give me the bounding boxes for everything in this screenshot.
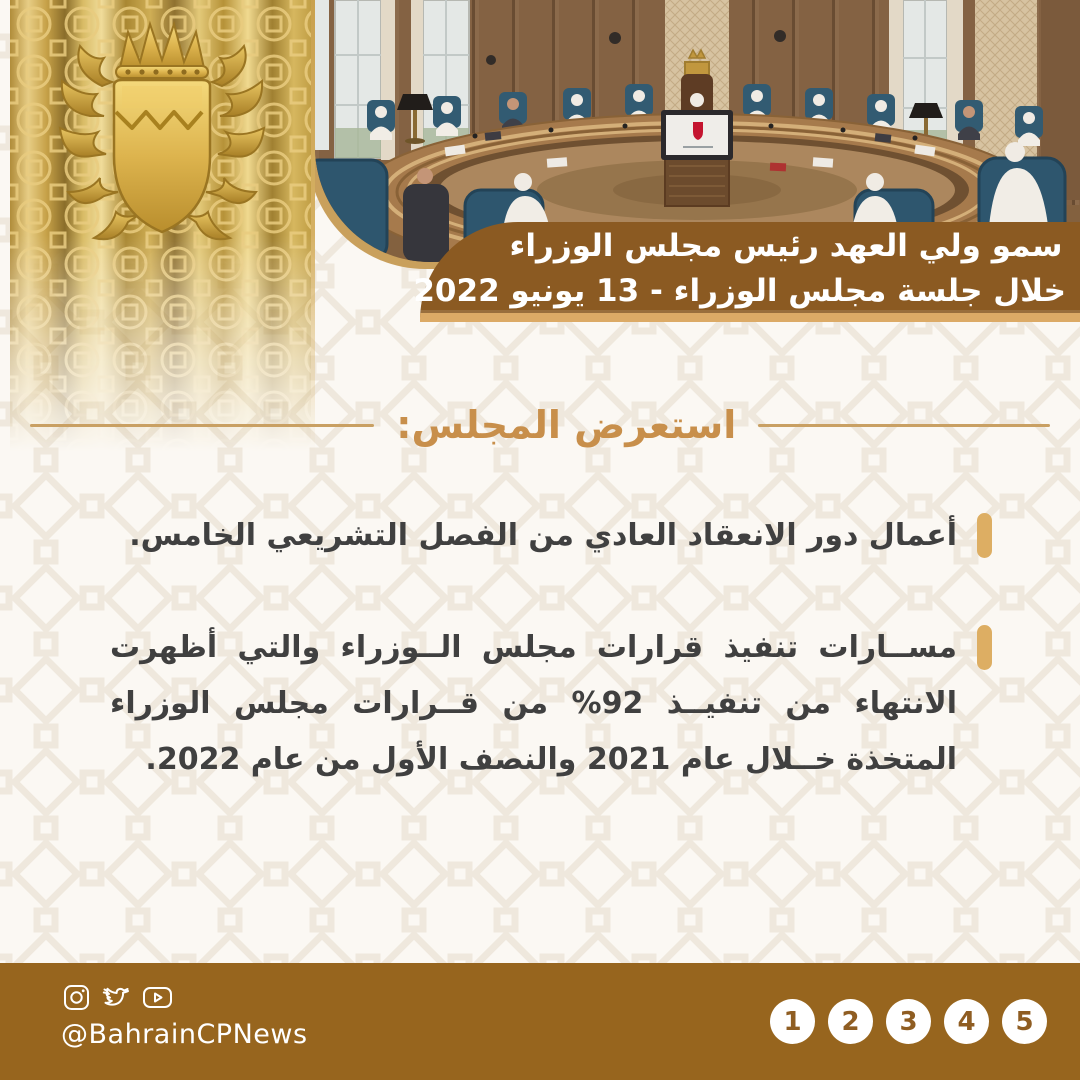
social-icons bbox=[63, 984, 173, 1011]
page-dot-4[interactable]: 4 bbox=[944, 999, 989, 1044]
bullet-text: أعمال دور الانعقاد العادي من الفصل التشريعي الخامس. bbox=[129, 518, 957, 553]
photo-caption-banner bbox=[413, 222, 1080, 322]
bullet-marker bbox=[977, 513, 992, 558]
bullet-item-1 bbox=[110, 508, 992, 564]
bullet-text: مســارات تنفيذ قرارات مجلس الــوزراء والتي أظهرت الانتهاء من تنفيــذ 92% من قــرارات مجلس الوزراء المتخذة خــلال عام 2021 والنصف الأول من عام 2022. bbox=[110, 630, 957, 777]
bullet-item-2 bbox=[110, 620, 992, 788]
page-dot-2[interactable]: 2 bbox=[828, 999, 873, 1044]
heading-rule-left bbox=[30, 424, 374, 427]
page-dot-5[interactable]: 5 bbox=[1002, 999, 1047, 1044]
page-dot-3[interactable]: 3 bbox=[886, 999, 931, 1044]
bahrain-crest-emblem bbox=[42, 16, 282, 266]
section-heading-row bbox=[30, 399, 1050, 451]
footer-bar bbox=[0, 963, 1080, 1080]
heading-rule-right bbox=[758, 424, 1050, 427]
caption-line-2: خلال جلسة مجلس الوزراء - 13 يونيو 2022 bbox=[413, 272, 1066, 309]
page-dot-1[interactable]: 1 bbox=[770, 999, 815, 1044]
caption-line-1: سمو ولي العهد رئيس مجلس الوزراء bbox=[509, 227, 1063, 264]
youtube-icon[interactable] bbox=[142, 984, 173, 1011]
instagram-icon[interactable] bbox=[63, 984, 90, 1011]
twitter-icon[interactable] bbox=[101, 984, 131, 1011]
section-heading: استعرض المجلس: bbox=[396, 403, 737, 447]
bullet-marker bbox=[977, 625, 992, 670]
social-handle[interactable]: @BahrainCPNews bbox=[61, 1019, 308, 1050]
page-indicator bbox=[770, 999, 1047, 1044]
